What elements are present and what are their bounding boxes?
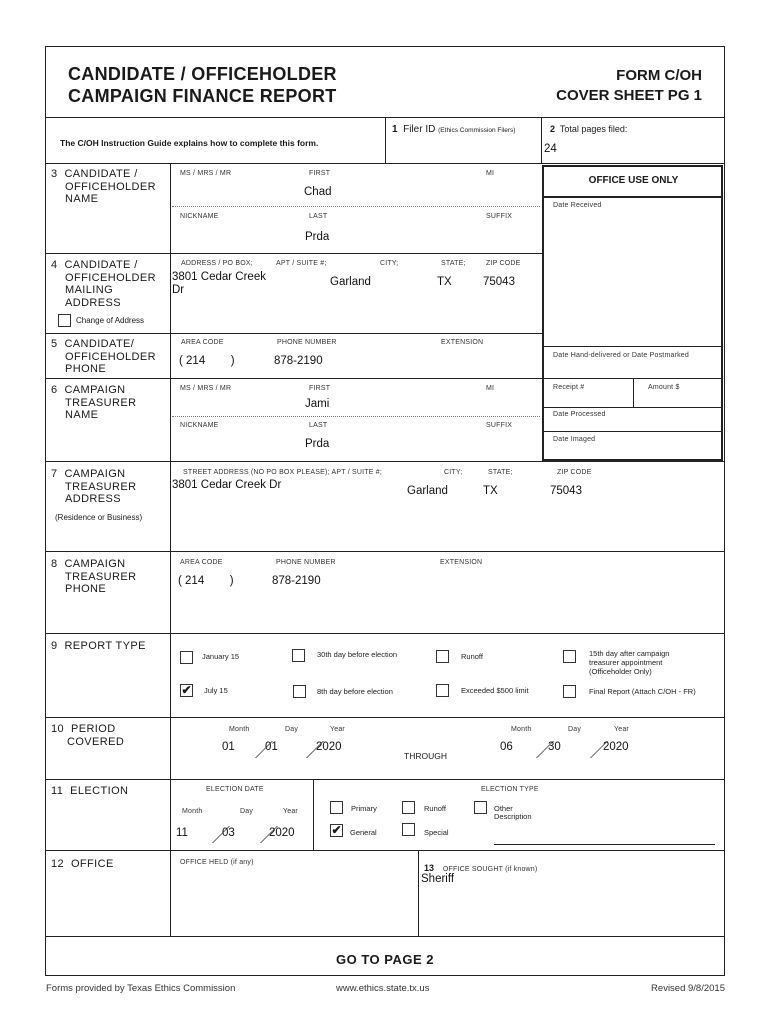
candidate-last-name[interactable]: Prda — [305, 231, 330, 243]
filer-num: 1 — [392, 124, 398, 135]
address-label: STREET ADDRESS (NO PO BOX PLEASE); APT / SUITE #; — [183, 469, 382, 476]
extension-label: EXTENSION — [441, 339, 484, 346]
form-title — [68, 63, 337, 107]
month-label: Month — [511, 726, 532, 733]
divider — [45, 378, 542, 379]
option-line: 15th day after campaign — [589, 649, 670, 658]
dotted-line — [172, 206, 540, 207]
divider — [544, 196, 723, 198]
change-of-address-label: Change of Address — [76, 316, 145, 325]
section-10-label — [51, 723, 124, 748]
option-line: treasurer appointment — [589, 658, 663, 667]
section-num: 6 — [51, 384, 58, 396]
label-line: CANDIDATE / — [64, 259, 138, 271]
nickname-label: NICKNAME — [180, 213, 219, 220]
total-pages-value[interactable]: 24 — [544, 143, 557, 155]
divider — [45, 551, 725, 552]
date-imaged-label: Date Imaged — [553, 436, 596, 443]
section-num: 7 — [51, 468, 58, 480]
treasurer-street[interactable]: 3801 Cedar Creek Dr — [172, 479, 282, 491]
period-from-year[interactable]: 2020 — [316, 741, 342, 753]
8th-day-label: 8th day before election — [317, 687, 393, 696]
phone-label: PHONE NUMBER — [276, 559, 336, 566]
candidate-area-code[interactable]: ( 214 ) — [179, 355, 235, 367]
special-label: Special — [424, 828, 449, 837]
january-15-label: January 15 — [202, 652, 240, 661]
label-line: OFFICEHOLDER — [65, 271, 156, 284]
filer-id-label — [392, 124, 515, 135]
office-use-title: OFFICE USE ONLY — [588, 175, 679, 186]
title-line-2: CAMPAIGN FINANCE REPORT — [68, 86, 337, 106]
mi-label: MI — [486, 385, 495, 392]
label-line: PHONE — [65, 583, 107, 595]
label-line: ELECTION — [70, 785, 129, 797]
section-9-label — [51, 640, 146, 653]
total-pages-label — [550, 124, 627, 134]
other-label — [494, 805, 532, 821]
divider — [45, 461, 725, 462]
amount-label: Amount $ — [648, 384, 680, 391]
office-sought-value[interactable]: Sheriff — [421, 873, 455, 885]
receipt-label: Receipt # — [553, 384, 585, 391]
label-line: TREASURER — [65, 396, 137, 409]
section-num: 13 — [424, 863, 435, 873]
general-checkbox[interactable] — [330, 824, 343, 837]
section-5-label — [51, 338, 156, 376]
15th-day-label — [589, 649, 669, 676]
election-day[interactable]: 03 — [222, 827, 235, 839]
day-label: Day — [568, 726, 582, 733]
period-to-day[interactable]: 30 — [548, 741, 561, 753]
treasurer-last-name[interactable]: Prda — [305, 438, 330, 450]
check-mark-icon: ✔ — [181, 683, 192, 697]
primary-checkbox[interactable] — [330, 801, 343, 814]
label-line: PHONE — [65, 363, 107, 375]
year-label: Year — [614, 726, 629, 733]
january-15-checkbox[interactable] — [180, 651, 193, 664]
special-checkbox[interactable] — [402, 823, 415, 836]
final-report-label: Final Report (Attach C/OH - FR) — [589, 687, 696, 696]
divider — [45, 779, 725, 780]
divider — [633, 378, 634, 407]
street-line-2: Dr — [172, 284, 185, 296]
divider — [45, 333, 542, 334]
section-4-label — [51, 259, 156, 309]
other-checkbox[interactable] — [474, 801, 487, 814]
july-15-checkbox[interactable] — [180, 684, 193, 697]
runoff-report-checkbox[interactable] — [436, 650, 449, 663]
primary-label: Primary — [351, 804, 377, 813]
suffix-label: SUFFIX — [486, 422, 513, 429]
label-line: ADDRESS — [65, 296, 121, 309]
runoff-report-label: Runoff — [461, 652, 483, 661]
30th-day-label: 30th day before election — [317, 650, 398, 659]
divider — [45, 253, 542, 254]
form-id — [556, 66, 702, 106]
treasurer-first-name[interactable]: Jami — [305, 398, 330, 410]
form-id-line-2: COVER SHEET PG 1 — [556, 87, 702, 104]
section-3-label — [51, 168, 156, 206]
label-line: CAMPAIGN — [64, 558, 126, 570]
day-label: Day — [240, 808, 254, 815]
label-line: MAILING — [65, 284, 114, 296]
divider — [45, 850, 725, 851]
city-label: CITY; — [380, 260, 399, 267]
other-description-line[interactable] — [494, 844, 715, 845]
section-num: 11 — [51, 785, 64, 797]
city-label: CITY; — [444, 469, 463, 476]
period-from-month[interactable]: 01 — [222, 741, 235, 753]
change-of-address-checkbox[interactable] — [58, 314, 71, 327]
divider — [45, 163, 725, 164]
divider — [170, 163, 171, 936]
through-label: THROUGH — [404, 751, 447, 761]
month-label: Month — [229, 726, 250, 733]
state-label: STATE; — [488, 469, 513, 476]
pages-label: Total pages filed: — [559, 124, 628, 134]
form-id-line-1: FORM C/OH — [616, 67, 702, 84]
residence-note: (Residence or Business) — [55, 513, 143, 522]
zip-label: ZIP CODE — [486, 260, 521, 267]
section-num: 10 — [51, 723, 65, 735]
date-hand-label: Date Hand-delivered or Date Postmarked — [553, 352, 689, 359]
divider — [45, 717, 725, 718]
divider — [544, 431, 723, 432]
divider — [45, 936, 725, 937]
30th-day-checkbox[interactable] — [292, 649, 305, 662]
final-report-checkbox[interactable] — [563, 685, 576, 698]
general-label: General — [350, 828, 377, 837]
section-12-label — [51, 858, 114, 871]
label-line: CANDIDATE / — [64, 168, 138, 180]
election-runoff-checkbox[interactable] — [402, 801, 415, 814]
section-num: 8 — [51, 558, 58, 570]
exceeded-limit-label: Exceeded $500 limit — [461, 686, 529, 695]
title-label: MS / MRS / MR — [180, 170, 232, 177]
footer-url[interactable]: www.ethics.state.tx.us — [336, 983, 430, 994]
label-line: CAMPAIGN — [64, 384, 126, 396]
label-line: NAME — [65, 193, 99, 205]
footer-revised: Revised 9/8/2015 — [651, 983, 725, 994]
divider — [313, 779, 314, 850]
label-line: CANDIDATE/ — [64, 338, 135, 350]
address-label: ADDRESS / PO BOX; — [181, 260, 253, 267]
office-sought-text: OFFICE SOUGHT (if known) — [442, 866, 538, 873]
filer-label: Filer ID — [403, 124, 436, 135]
year-label: Year — [330, 726, 345, 733]
first-label: FIRST — [309, 170, 331, 177]
candidate-state[interactable]: TX — [437, 276, 452, 288]
first-label: FIRST — [309, 385, 331, 392]
label-line: OFFICE — [70, 858, 114, 870]
area-code-label: AREA CODE — [180, 559, 223, 566]
footer-provider: Forms provided by Texas Ethics Commission — [46, 983, 236, 994]
street-line-1: 3801 Cedar Creek — [172, 271, 266, 283]
label-line: PERIOD — [70, 723, 116, 735]
period-to-month[interactable]: 06 — [500, 741, 513, 753]
candidate-city[interactable]: Garland — [330, 276, 371, 288]
candidate-street[interactable] — [172, 271, 266, 297]
election-month[interactable]: 11 — [176, 827, 188, 839]
section-num: 9 — [51, 640, 58, 652]
instruction-text: The C/OH Instruction Guide explains how to complete this form. — [60, 138, 319, 148]
extension-label: EXTENSION — [440, 559, 483, 566]
candidate-zip[interactable]: 75043 — [483, 276, 515, 288]
area-code-label: AREA CODE — [181, 339, 224, 346]
title-label: MS / MRS / MR — [180, 385, 232, 392]
section-num: 12 — [51, 858, 65, 870]
election-date-label: ELECTION DATE — [206, 786, 264, 793]
election-year[interactable]: 2020 — [269, 827, 295, 839]
apt-label: APT / SUITE #; — [276, 260, 327, 267]
july-15-label: July 15 — [204, 686, 228, 695]
go-to-page-2: GO TO PAGE 2 — [336, 952, 434, 967]
title-line-1: CANDIDATE / OFFICEHOLDER — [68, 64, 337, 84]
day-label: Day — [285, 726, 299, 733]
label-line: OFFICEHOLDER — [65, 350, 156, 363]
treasurer-area-code[interactable]: ( 214 ) — [178, 575, 234, 587]
treasurer-zip[interactable]: 75043 — [550, 485, 582, 497]
candidate-phone[interactable]: 878-2190 — [274, 355, 323, 367]
pages-num: 2 — [550, 124, 556, 134]
last-label: LAST — [309, 422, 328, 429]
divider — [385, 117, 386, 163]
divider — [544, 407, 723, 408]
election-type-label: ELECTION TYPE — [481, 786, 539, 793]
zip-label: ZIP CODE — [557, 469, 592, 476]
section-num: 4 — [51, 259, 58, 271]
filer-note: (Ethics Commission Filers) — [438, 127, 516, 134]
period-to-year[interactable]: 2020 — [603, 741, 629, 753]
label-line: ADDRESS — [65, 493, 121, 505]
option-line: Other — [494, 804, 513, 813]
divider — [544, 346, 723, 347]
month-label: Month — [182, 808, 203, 815]
period-from-day[interactable]: 01 — [265, 741, 278, 753]
state-label: STATE; — [441, 260, 466, 267]
divider — [418, 850, 419, 936]
check-mark-icon: ✔ — [331, 823, 342, 837]
option-line: (Officeholder Only) — [589, 667, 652, 676]
section-num: 5 — [51, 338, 58, 350]
8th-day-checkbox[interactable] — [293, 685, 306, 698]
divider — [541, 117, 542, 163]
section-7-label — [51, 468, 136, 506]
phone-label: PHONE NUMBER — [277, 339, 337, 346]
divider — [45, 633, 725, 634]
section-num: 3 — [51, 168, 58, 180]
section-8-label — [51, 558, 136, 596]
election-runoff-label: Runoff — [424, 804, 446, 813]
date-processed-label: Date Processed — [553, 411, 606, 418]
last-label: LAST — [309, 213, 328, 220]
treasurer-phone[interactable]: 878-2190 — [272, 575, 321, 587]
label-line: REPORT TYPE — [64, 640, 146, 652]
label-line: COVERED — [67, 735, 125, 748]
15th-day-checkbox[interactable] — [563, 650, 576, 663]
label-line: OFFICEHOLDER — [65, 180, 156, 193]
year-label: Year — [283, 808, 298, 815]
option-line: Description — [494, 812, 532, 821]
candidate-first-name[interactable]: Chad — [304, 186, 332, 198]
label-line: CAMPAIGN — [64, 468, 126, 480]
nickname-label: NICKNAME — [180, 422, 219, 429]
treasurer-city[interactable]: Garland — [407, 485, 448, 497]
treasurer-state[interactable]: TX — [483, 485, 498, 497]
suffix-label: SUFFIX — [486, 213, 513, 220]
date-received-label: Date Received — [553, 202, 602, 209]
office-held-label: OFFICE HELD (if any) — [180, 859, 254, 866]
section-11-label — [51, 785, 128, 798]
label-line: TREASURER — [65, 480, 137, 493]
label-line: TREASURER — [65, 570, 137, 583]
mi-label: MI — [486, 170, 495, 177]
dotted-line — [172, 416, 540, 417]
label-line: NAME — [65, 409, 99, 421]
section-6-label — [51, 384, 136, 422]
exceeded-limit-checkbox[interactable] — [436, 684, 449, 697]
